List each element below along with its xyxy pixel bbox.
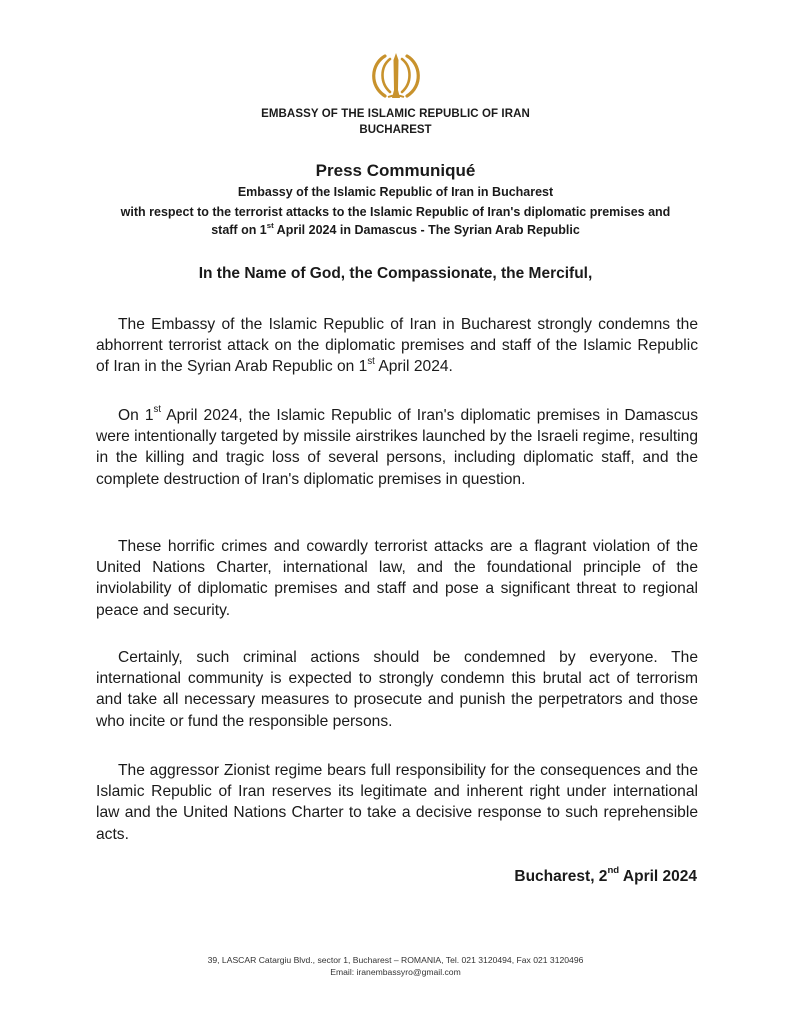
paragraph-text: The aggressor Zionist regime bears full responsibility for the consequences and the Islamic Republic of Iran reserves its legitimate and inherent right under international law and the United Nations Charter to take a decisive response to such reprehensible acts. bbox=[96, 762, 698, 843]
subtitle-text: April 2024 in Damascus - The Syrian Arab Republic bbox=[273, 223, 580, 237]
subtitle-text: staff on 1 bbox=[211, 223, 267, 237]
ordinal-suffix: nd bbox=[607, 865, 620, 877]
footer-address: 39, LASCAR Catargiu Blvd., sector 1, Bucharest – ROMANIA, Tel. 021 3120494, Fax 021 3120496 bbox=[207, 955, 584, 965]
footer-email: Email: iranembassyro@gmail.com bbox=[330, 967, 461, 977]
paragraph-attack-description bbox=[96, 405, 698, 490]
paragraph-text: On 1 bbox=[118, 407, 154, 424]
document-subtitle-line1: Embassy of the Islamic Republic of Iran in Bucharest bbox=[237, 185, 554, 199]
invocation-heading: In the Name of God, the Compassionate, the Merciful, bbox=[198, 265, 593, 282]
document-title: Press Communiqué bbox=[315, 161, 476, 180]
ordinal-suffix: st bbox=[153, 404, 162, 416]
embassy-city: BUCHAREST bbox=[359, 124, 432, 136]
paragraph-text: Certainly, such criminal actions should be condemned by everyone. The international community is expected to strongly condemn this brutal act of terrorism and take all necessary measures to prosecute and punish the perpetrators and those who incite or fund the responsible persons. bbox=[96, 649, 698, 730]
iran-national-emblem-icon bbox=[365, 50, 427, 102]
paragraph-violation bbox=[96, 536, 698, 621]
paragraph-international-community bbox=[96, 647, 698, 732]
document-subtitle-line3 bbox=[0, 220, 791, 237]
paragraph-text: The Embassy of the Islamic Republic of Iran in Bucharest strongly condemns the abhorrent terrorist attack on the diplomatic premises and staff of the Islamic Republic of Iran in the Syrian Arab Republic on 1 bbox=[96, 316, 698, 376]
place-date-signature bbox=[514, 865, 697, 886]
embassy-name: EMBASSY OF THE ISLAMIC REPUBLIC OF IRAN bbox=[261, 108, 530, 120]
paragraph-text: April 2024. bbox=[374, 358, 453, 376]
paragraph-condemnation bbox=[96, 314, 698, 378]
signature-text: April 2024 bbox=[619, 868, 697, 885]
ordinal-suffix: st bbox=[367, 355, 375, 367]
paragraph-text: April 2024, the Islamic Republic of Iran's diplomatic premises in Damascus were intentionally targeted by missile airstrikes launched by the Israeli regime, resulting in the killing and tragic loss of several persons, including diplomatic staff, and the complete destruction of Iran's diplomatic premises in question. bbox=[96, 407, 698, 488]
ordinal-suffix: st bbox=[266, 220, 274, 230]
paragraph-text: These horrific crimes and cowardly terrorist attacks are a flagrant violation of the United Nations Charter, international law, and the foundational principle of the inviolability of diplomatic premises and staff and pose a significant threat to regional peace and security. bbox=[96, 538, 698, 619]
document-subtitle-line2: with respect to the terrorist attacks to the Islamic Republic of Iran's diplomatic premises and bbox=[120, 205, 671, 219]
paragraph-responsibility bbox=[96, 760, 698, 845]
signature-text: Bucharest, 2 bbox=[514, 868, 608, 885]
